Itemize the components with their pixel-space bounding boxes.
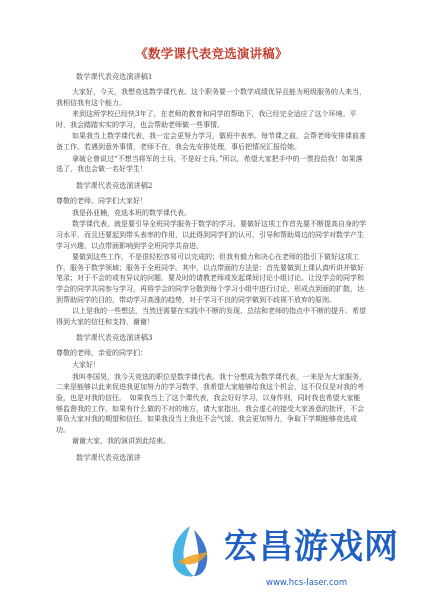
speech-section-1 [56,72,367,175]
section-heading: 数学课代表竞选演讲稿3 [76,333,153,343]
greeting: 尊敬的老师、同学们大家好！ [56,196,147,205]
paragraph: 数学课代表，就是要引导全班同学服务于数学的学习。要做好这项工作首先要不断提高自身的学习水平，而且还要起到带头表率的作用，以此得到同学们的认可，引导和帮助周边的同学对数学产生学习兴趣，以点带面影响到学全班同学共奋进。 [56,220,366,250]
paragraph: 拿破仑曾说过“不想当将军的士兵，不是好士兵。”所以，希望大家把手中的一票投给我！如果落选了，我也会做一名好学生！ [56,154,363,174]
paragraph: 来到这所学校已经快3年了，在老师的教育和同学的帮助下，我已经完全适应了这个环境。平时，我会踏踏实实的学习，也会帮助老师做一些事情。 [56,110,357,129]
document-title: 《数学课代表竞选演讲稿》 [135,46,288,61]
paragraph: 要做到这些工作，不是很轻松容易可以完成的；但我有毅力和决心在老师的指引下做好这项工作，服务于数学领域；服务于全班同学。其中，以点带面的方法是：首先要做到上课认真听讲并做好笔录；对于不会的或有异议的问题，要及时的请教老师或发起课间讨论小组讨论。让没学会的同学和学会的同学共同参与学习，再将学会的同学分散到每个学习小组中进行讨论，形成点到面的扩散，达到帮助同学的目的，带动学习高涨的趋势，对于学习不良的同学做到不歧视不放弃的原则。 [56,253,364,304]
greeting: 尊敬的老师，亲爱的同学们： [56,349,147,358]
paragraph: 我是孙亚楠，竞选本班的数学课代表。 [72,208,191,217]
speech-section-3 [56,333,367,447]
speech-section-2 [56,181,367,328]
paragraph: 大家好！ [72,361,100,370]
section-heading: 数学课代表竞选演讲 [76,453,141,463]
paragraph: 以上是我的一些想法，当然还需要在实践中不断的发现、总结和老师的指点中不断的提升。希望得到大家的信任和支持，谢谢！ [56,307,366,326]
paragraph: 谢谢大家，我的演讲到此结束。 [72,437,170,446]
speech-section-4 [56,453,367,462]
paragraph: 如果我当上数学课代表，我一定会更努力学习，做班中表率。每节课之前，会帮老师安排课前准备工作。若遇到意外事情，老师不在，我会先安排处理，事后把情况汇报给她。 [56,132,366,151]
watermark-logo-icon [164,522,216,580]
paragraph: 我叫李国昊，我今天竞选的职位是数学课代表。我十分想成为数学课代表，一来是为大家服务，二来是能够以此来促进我更加努力的学习数学，我希望大家能够给我这个机会，这不仅仅是对我的考验，也是对我的信任。 如果我当上了这个课代表，我会好好学习，以身作则，同时我也希望大家能够监督我的工作，如果有什么做的不对的地方，请大家指出，我会虚心的接受大家善意的批评，不会辜负大家对我的期望和信任。如果我没当上我也不会气馁，我会更加努力，争取下学期能够竞选成功。 [56,372,366,434]
watermark-url: www.hcs-laser.com [266,578,348,588]
watermark [0,500,423,600]
section-heading: 数学课代表竞选演讲稿2 [76,180,153,190]
watermark-text: 宏昌游戏网 [224,527,399,567]
section-heading: 数学课代表竞选演讲稿1 [76,72,153,81]
paragraph: 大家好，今天，我想竞选数学课代表。这个职务要一个数学成绩优异且能为班级服务的人来当，我相信我有这个能力。 [56,88,366,107]
